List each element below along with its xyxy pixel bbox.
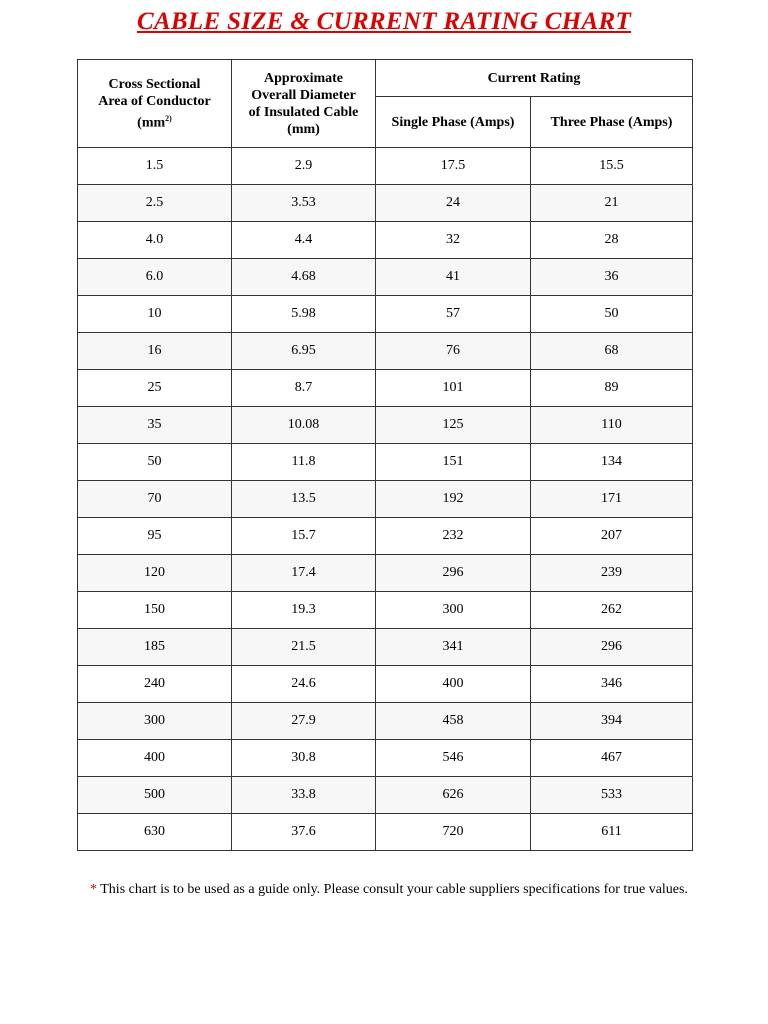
table-row — [78, 703, 693, 740]
cell-diameter: 37.6 — [232, 814, 376, 851]
cell-three-phase: 239 — [531, 555, 693, 592]
table-row — [78, 592, 693, 629]
cell-single-phase: 76 — [376, 333, 531, 370]
cell-three-phase: 533 — [531, 777, 693, 814]
cell-area: 2.5 — [78, 185, 232, 222]
cell-single-phase: 32 — [376, 222, 531, 259]
cell-area: 500 — [78, 777, 232, 814]
cell-three-phase: 50 — [531, 296, 693, 333]
cell-area: 10 — [78, 296, 232, 333]
cell-area: 630 — [78, 814, 232, 851]
cable-rating-table — [77, 59, 693, 851]
table-row — [78, 222, 693, 259]
cell-three-phase: 207 — [531, 518, 693, 555]
cell-diameter: 11.8 — [232, 444, 376, 481]
cell-single-phase: 458 — [376, 703, 531, 740]
cell-diameter: 4.68 — [232, 259, 376, 296]
cell-diameter: 27.9 — [232, 703, 376, 740]
cell-single-phase: 720 — [376, 814, 531, 851]
cell-area: 150 — [78, 592, 232, 629]
header-three-phase: Three Phase (Amps) — [531, 97, 693, 148]
cell-area: 35 — [78, 407, 232, 444]
cell-diameter: 33.8 — [232, 777, 376, 814]
cell-single-phase: 151 — [376, 444, 531, 481]
cell-diameter: 19.3 — [232, 592, 376, 629]
table-row — [78, 444, 693, 481]
table-row — [78, 629, 693, 666]
table-row — [78, 185, 693, 222]
cell-area: 120 — [78, 555, 232, 592]
cell-three-phase: 68 — [531, 333, 693, 370]
cell-area: 6.0 — [78, 259, 232, 296]
cell-single-phase: 192 — [376, 481, 531, 518]
cell-diameter: 10.08 — [232, 407, 376, 444]
cell-diameter: 13.5 — [232, 481, 376, 518]
cell-area: 95 — [78, 518, 232, 555]
cell-three-phase: 394 — [531, 703, 693, 740]
cell-single-phase: 17.5 — [376, 148, 531, 185]
table-row — [78, 407, 693, 444]
cell-diameter: 21.5 — [232, 629, 376, 666]
cell-single-phase: 57 — [376, 296, 531, 333]
cell-single-phase: 101 — [376, 370, 531, 407]
cell-three-phase: 110 — [531, 407, 693, 444]
cell-three-phase: 15.5 — [531, 148, 693, 185]
header-overall-diameter: Approximate Overall Diameter of Insulated Cable (mm) — [232, 60, 376, 148]
footnote-marker: * — [90, 882, 97, 897]
cell-diameter: 6.95 — [232, 333, 376, 370]
cell-diameter: 4.4 — [232, 222, 376, 259]
cell-area: 4.0 — [78, 222, 232, 259]
table-row — [78, 481, 693, 518]
cell-diameter: 2.9 — [232, 148, 376, 185]
cell-single-phase: 400 — [376, 666, 531, 703]
cell-diameter: 15.7 — [232, 518, 376, 555]
cell-three-phase: 262 — [531, 592, 693, 629]
cell-area: 50 — [78, 444, 232, 481]
cell-diameter: 17.4 — [232, 555, 376, 592]
cell-area: 400 — [78, 740, 232, 777]
table-row — [78, 814, 693, 851]
cell-single-phase: 546 — [376, 740, 531, 777]
cell-single-phase: 626 — [376, 777, 531, 814]
cell-three-phase: 89 — [531, 370, 693, 407]
cell-three-phase: 346 — [531, 666, 693, 703]
cell-area: 16 — [78, 333, 232, 370]
cell-three-phase: 171 — [531, 481, 693, 518]
cell-diameter: 8.7 — [232, 370, 376, 407]
cell-three-phase: 296 — [531, 629, 693, 666]
table-row — [78, 666, 693, 703]
cell-single-phase: 125 — [376, 407, 531, 444]
cell-area: 185 — [78, 629, 232, 666]
header-single-phase: Single Phase (Amps) — [376, 97, 531, 148]
cell-three-phase: 21 — [531, 185, 693, 222]
footnote — [90, 880, 690, 899]
header-current-rating: Current Rating — [376, 60, 693, 97]
footnote-text: This chart is to be used as a guide only. Please consult your cable suppliers specifications for true values. — [97, 882, 688, 897]
cell-single-phase: 300 — [376, 592, 531, 629]
table-row — [78, 259, 693, 296]
cell-three-phase: 467 — [531, 740, 693, 777]
table-row — [78, 296, 693, 333]
cell-three-phase: 611 — [531, 814, 693, 851]
table-row — [78, 148, 693, 185]
page-title: CABLE SIZE & CURRENT RATING CHART — [136, 8, 632, 35]
cell-three-phase: 28 — [531, 222, 693, 259]
table-row — [78, 740, 693, 777]
header-cross-sectional-area: Cross Sectional Area of Conductor ($mm^{2)}$ — [78, 60, 232, 148]
cell-diameter: 30.8 — [232, 740, 376, 777]
cell-three-phase: 36 — [531, 259, 693, 296]
table-body — [78, 148, 693, 851]
cell-area: 25 — [78, 370, 232, 407]
cell-diameter: 24.6 — [232, 666, 376, 703]
table-row — [78, 370, 693, 407]
cell-single-phase: 232 — [376, 518, 531, 555]
cell-area: 70 — [78, 481, 232, 518]
cell-area: 240 — [78, 666, 232, 703]
table-row — [78, 555, 693, 592]
table-row — [78, 518, 693, 555]
cell-diameter: 3.53 — [232, 185, 376, 222]
cell-single-phase: 41 — [376, 259, 531, 296]
table-row — [78, 777, 693, 814]
cell-three-phase: 134 — [531, 444, 693, 481]
table-row — [78, 333, 693, 370]
cell-single-phase: 296 — [376, 555, 531, 592]
cell-area: 1.5 — [78, 148, 232, 185]
cell-area: 300 — [78, 703, 232, 740]
cell-single-phase: 341 — [376, 629, 531, 666]
cell-diameter: 5.98 — [232, 296, 376, 333]
cell-single-phase: 24 — [376, 185, 531, 222]
